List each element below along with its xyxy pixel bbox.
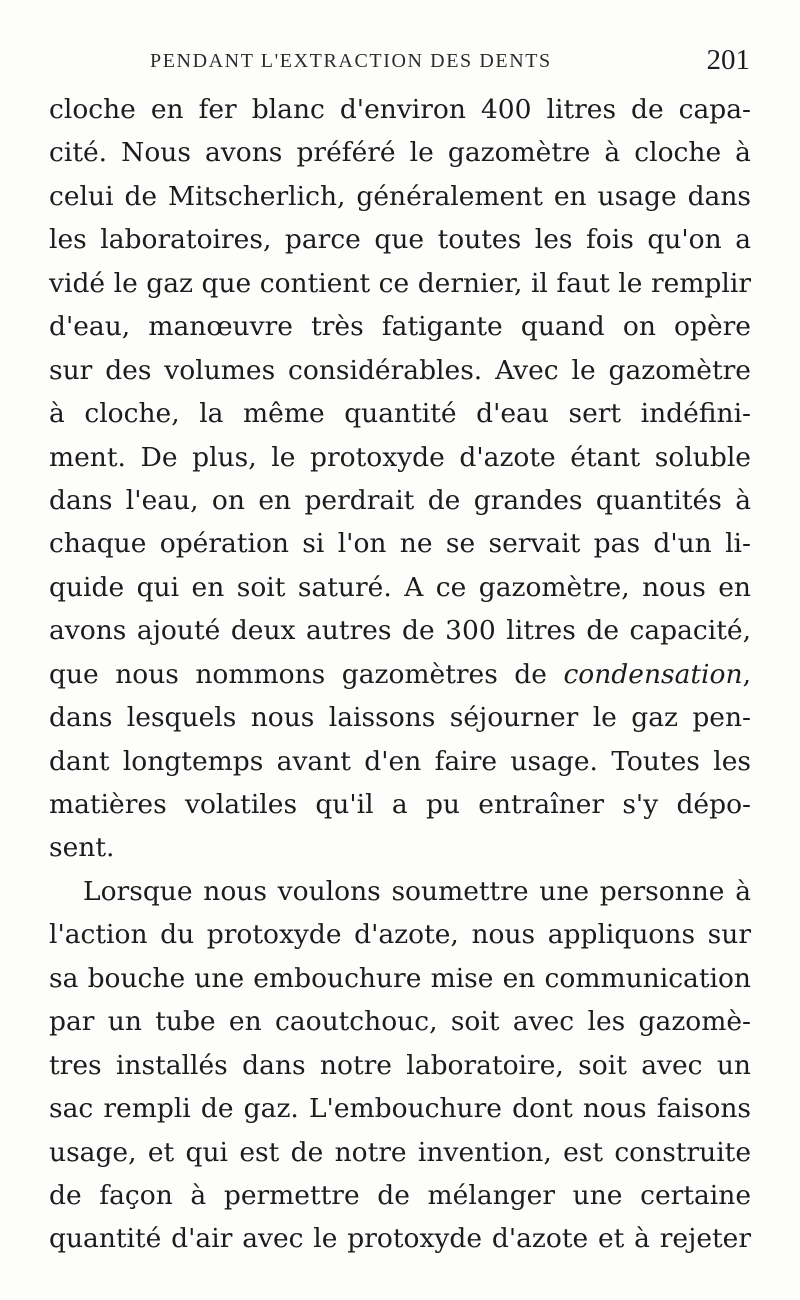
text-run: que nous nommons gazomètres de xyxy=(49,658,564,690)
text-line: celui de Mitscherlich, généralement en usage dans xyxy=(49,180,751,212)
text-line: sac rempli de gaz. L'embouchure dont nous faisons xyxy=(49,1093,751,1125)
paragraph-1 xyxy=(49,88,751,870)
text-line: les laboratoires, parce que toutes les fois qu'on a xyxy=(49,224,751,256)
text-line: usage, et qui est de notre invention, est construite xyxy=(49,1136,751,1168)
italic-term: condensation xyxy=(563,658,743,690)
text-line: tres installés dans notre laboratoire, soit avec un xyxy=(49,1049,751,1081)
text-line: sa bouche une embouchure mise en communication xyxy=(49,962,751,994)
text-line: à cloche, la même quantité d'eau sert indéfini- xyxy=(49,398,751,430)
text-line: dant longtemps avant d'en faire usage. Toutes les xyxy=(49,745,751,777)
text-line: quantité d'air avec le protoxyde d'azote et à rejeter xyxy=(49,1223,751,1255)
text-line: par un tube en caoutchouc, soit avec les gazomè- xyxy=(49,1006,751,1038)
running-title: PENDANT L'EXTRACTION DES DENTS xyxy=(150,50,552,72)
text-line: l'action du protoxyde d'azote, nous appliquons sur xyxy=(49,919,751,951)
text-line: dans l'eau, on en perdrait de grandes quantités à xyxy=(49,484,751,516)
text-line: dans lesquels nous laissons séjourner le gaz pen- xyxy=(49,702,751,734)
text-line: vidé le gaz que contient ce dernier, il faut le remplir xyxy=(49,267,751,299)
text-line: avons ajouté deux autres de 300 litres de capacité, xyxy=(49,615,751,647)
text-line: chaque opération si l'on ne se servait pas d'un li- xyxy=(49,528,751,560)
text-line: cloche en fer blanc d'environ 400 litres de capa- xyxy=(49,94,751,125)
text-line: matières volatiles qu'il a pu entraîner s'y dépo- xyxy=(49,789,751,820)
text-line xyxy=(49,653,751,696)
text-run: , xyxy=(742,658,751,690)
page-number: 201 xyxy=(706,44,750,76)
text-line: Lorsque nous voulons soumettre une personne à xyxy=(83,875,751,907)
text-line: cité. Nous avons préféré le gazomètre à cloche à xyxy=(49,137,751,169)
text-line: d'eau, manœuvre très fatigante quand on opère xyxy=(49,311,751,343)
running-head xyxy=(150,44,750,80)
text-line: quide qui en soit saturé. A ce gazomètre, nous en xyxy=(49,571,751,603)
text-line: sur des volumes considérables. Avec le gazomètre xyxy=(49,354,751,386)
text-line: ment. De plus, le protoxyde d'azote étant soluble xyxy=(49,441,751,473)
text-line: sent. xyxy=(49,832,115,864)
text-line: de façon à permettre de mélanger une certaine xyxy=(49,1179,751,1211)
paragraph-2 xyxy=(49,870,751,1261)
body-text xyxy=(49,88,751,1261)
